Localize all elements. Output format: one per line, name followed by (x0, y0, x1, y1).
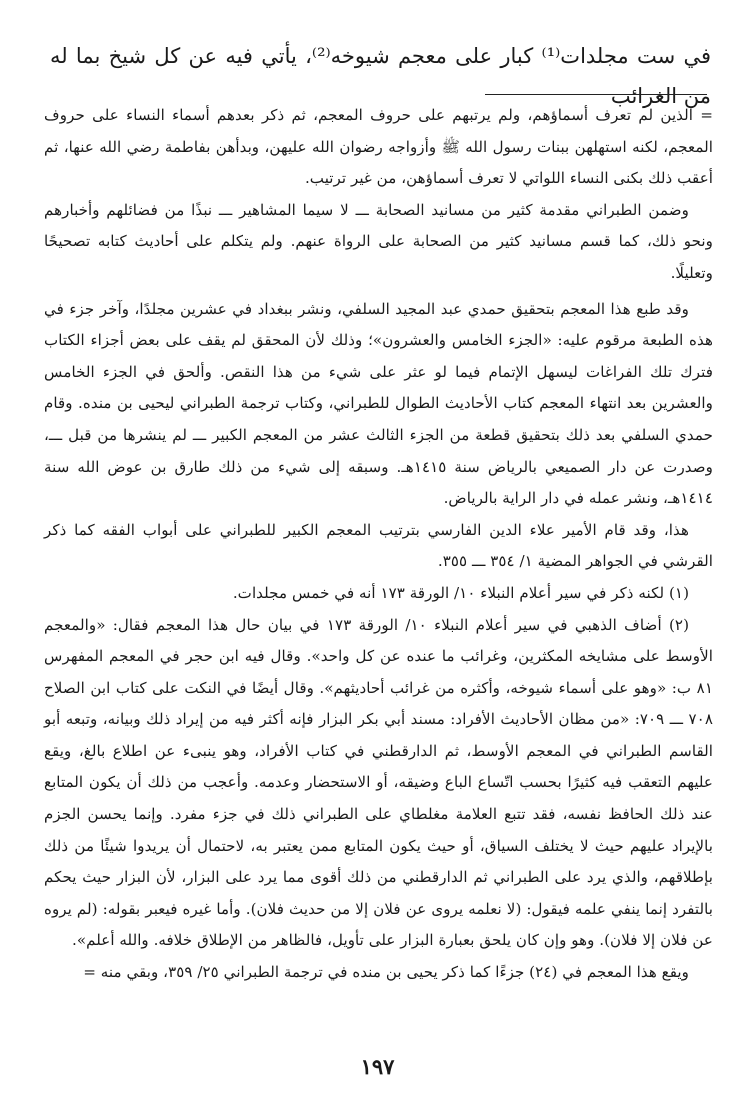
footnote-separator (485, 94, 707, 95)
footnotes-block (44, 100, 713, 989)
main-text-line: في ست مجلدات⁽¹⁾ كبار على معجم شيوخه⁽²⁾، يأتي فيه عن كل شيخ بما له من الغرائب (50, 44, 711, 108)
footnote-2-continuation: ويقع هذا المعجم في (٢٤) جزءًا كما ذكر يحيى بن منده في ترجمة الطبراني ٢٥/ ٣٥٩، وبقي منه = (83, 963, 689, 982)
continuation-footnote-paragraph: وقد طبع هذا المعجم بتحقيق حمدي عبد المجيد السلفي، ونشر ببغداد في عشرين مجلدًا، وآخر جزء في هذه الطبعة مرقوم عليه: «الجزء الخامس والعشرون»؛ وذلك لأن المحقق لم يقف على بعض أجزاء الكتاب فترك تلك الفراغات ليسهل الإتمام فيما لو عثر على شيء من هذا النقص. وألحق في الجزء الخامس والعشرين بعد انتهاء المعجم كتاب الأحاديث الطوال للطبراني، وكتاب ترجمة الطبراني ليحيى بن منده. وقام حمدي السلفي بعد ذلك بتحقيق قطعة من الجزء الثالث عشر من المعجم الكبير ـــ لم ينشرها من قبل ـــ، وصدرت عن دار الصميعي بالرياض سنة ١٤١٥هـ. وسبقه إلى شيء من ذلك طارق بن عوض الله سنة ١٤١٤هـ، ونشر عمله في دار الراية بالرياض. (44, 299, 713, 508)
footnote-2: (٢) أضاف الذهبي في سير أعلام النبلاء ١٠/ الورقة ١٧٣ في بيان حال هذا المعجم فقال: «والمعجم الأوسط على مشايخه المكثرين، وغرائب ما عنده عن كل واحد». وقال فيه ابن حجر في المعجم المفهرس ٨١ ب: «وهو على أسماء شيوخه، وأكثره من غرائب أحاديثهم». وقال أيضًا في النكت على كتاب ابن الصلاح ٧٠٨ ـــ ٧٠٩: «من مظان الأحاديث الأفراد: مسند أبي بكر البزار فإنه أكثر فيه من إيراد ذلك وبيانه، وتبعه أبو القاسم الطبراني في المعجم الأوسط، ثم الدارقطني في كتاب الأفراد، وهو ينبىء عن اطلاع بالغ، ويقع عليهم التعقب فيه كثيرًا بحسب اتّساع الباع وضيقه، أو الاستحضار وعدمه. وأعجب من ذلك أن يكون المتابع عند ذلك الحافظ نفسه، فقد تتبع العلامة مغلطاي على الطبراني ذلك في جزء مفرد. وإنما يحسن الجزم بالإيراد عليهم حيث لا يختلف السياق، أو حيث يكون المتابع ممن يعتبر به، لاحتمال أن يريدوا شيئًا من ذلك بإطلاقهم، والذي يرد على الطبراني ثم الدارقطني من ذلك أقوى مما يرد على البزار، لأن البزار حيث يحكم بالتفرد إنما ينفي علمه فيقول: (لا نعلمه يروى عن فلان إلا من حديث فلان). وأما غيره فيعبر بقوله: (لم يروه عن فلان إلا فلان). وهو وإن كان يلحق بعبارة البزار على تأويل، فالظاهر من الإطلاق خلافه. والله أعلم». (44, 615, 713, 950)
footnote-1: (١) لكنه ذكر في سير أعلام النبلاء ١٠/ الورقة ١٧٣ أنه في خمس مجلدات. (232, 583, 689, 602)
continuation-footnote-paragraph: وضمن الطبراني مقدمة كثير من مسانيد الصحابة ـــ لا سيما المشاهير ـــ نبذًا من فضائلهم وأخبارهم ونحو ذلك، كما قسم مسانيد كثير من الصحابة على الرواة عنهم. ولم يتكلم على أحاديث كتابه تصحيحًا وتعليلًا. (44, 200, 713, 282)
continuation-footnote-paragraph: هذا، وقد قام الأمير علاء الدين الفارسي بترتيب المعجم الكبير للطبراني على أبواب الفقه كما ذكر القرشي في الجواهر المضية ١/ ٣٥٤ ـــ ٣٥٥. (44, 520, 713, 571)
continuation-footnote-paragraph: = الذين لم تعرف أسماؤهم، ولم يرتبهم على حروف المعجم، ثم ذكر بعدهم أسماء النساء على حروف المعجم، لكنه استهلهن ببنات رسول الله ﷺ وأزواجه رضوان الله عليهن، وبدأهن بفاطمة رضي الله عنها، ثم أعقب ذلك بكنى النساء اللواتي لا تعرف أسماؤهن، من غير ترتيب. (44, 106, 713, 188)
page-number: ١٩٧ (360, 1054, 395, 1079)
